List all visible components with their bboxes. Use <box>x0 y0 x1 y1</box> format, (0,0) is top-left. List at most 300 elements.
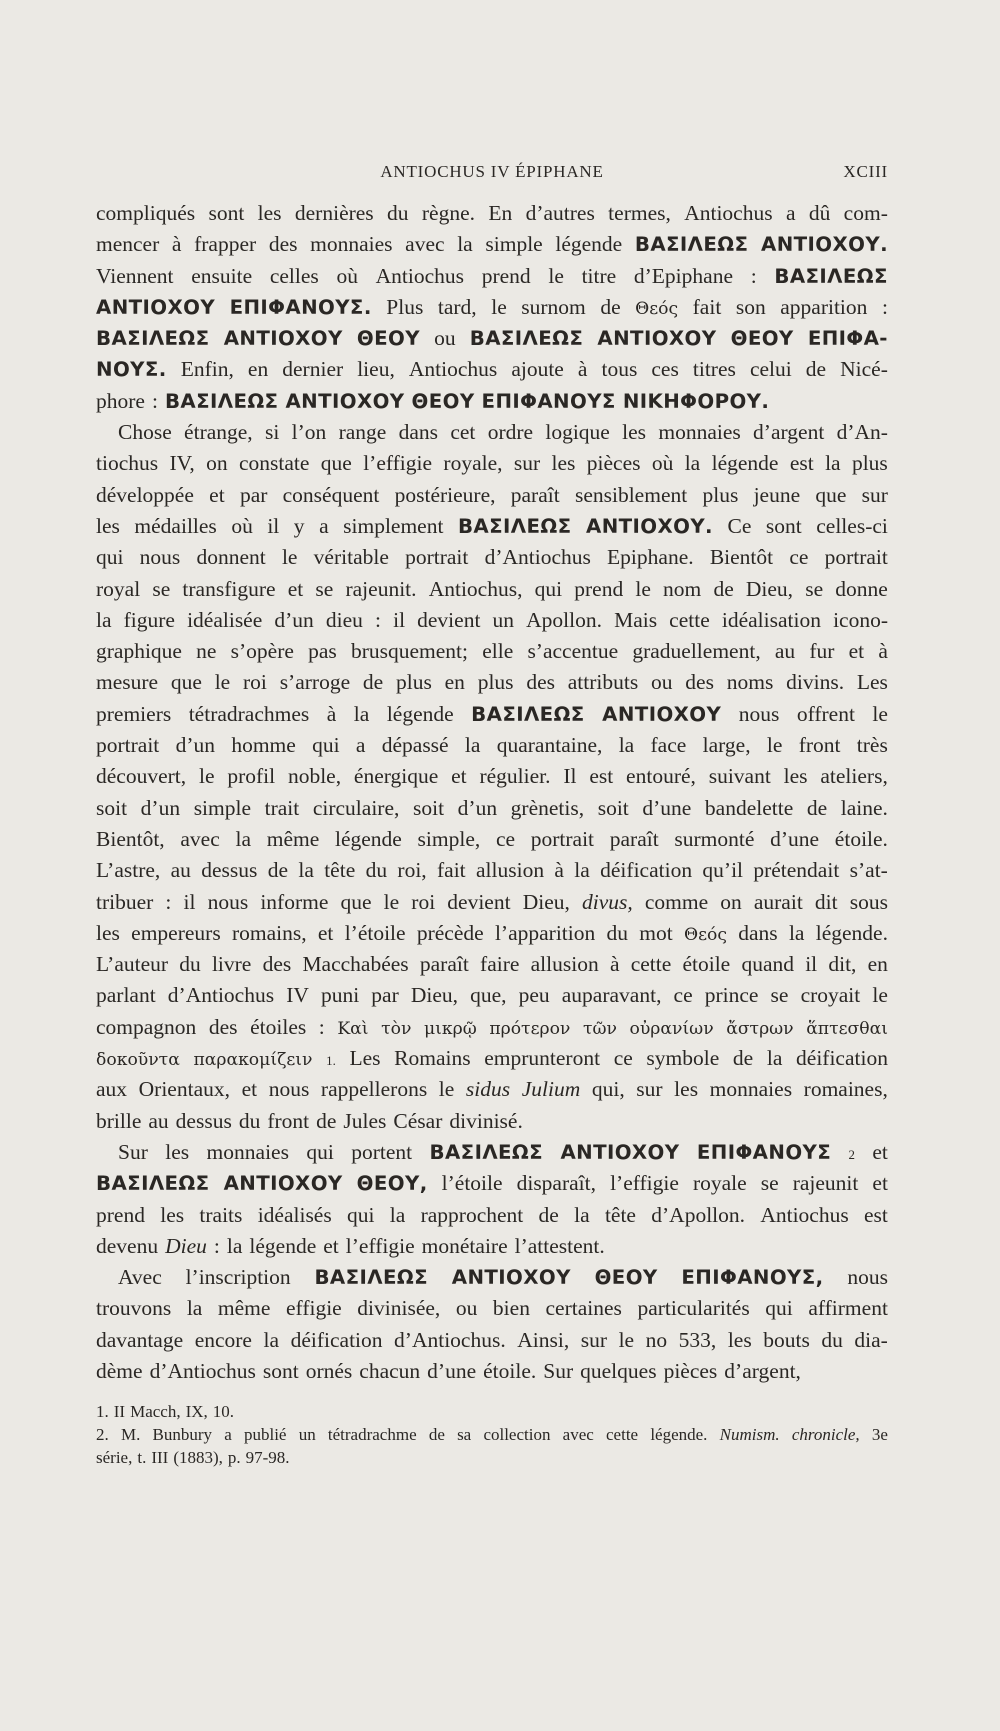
word: 3e <box>871 1425 888 1444</box>
word: l’attestent. <box>514 1233 605 1258</box>
word: fait <box>437 858 466 883</box>
word: il <box>183 889 196 914</box>
word: a <box>355 733 366 758</box>
word: véritable <box>313 545 389 570</box>
word: soit <box>96 795 128 820</box>
word: : <box>375 607 381 632</box>
word: brusquement; <box>350 639 469 664</box>
text-line: δοκοῦντα παρακομίζειν 1. Les Romains emprunteront ce symbole de la déification <box>96 1043 888 1074</box>
word: Macchabées <box>302 952 409 977</box>
word: symbole <box>646 1046 720 1071</box>
word: portent <box>351 1139 413 1164</box>
word: les <box>257 201 282 225</box>
word: d’argent <box>753 420 825 445</box>
word: premiers <box>96 701 172 726</box>
word: romains, <box>231 920 307 945</box>
word: d’une <box>427 1358 477 1383</box>
word: sidus <box>465 1077 511 1102</box>
word: 10. <box>212 1402 235 1421</box>
word: ΑΝΤΙΟΧΟΥ <box>285 389 405 413</box>
word: : <box>165 889 172 914</box>
word: le <box>214 670 231 695</box>
word: au <box>774 639 796 664</box>
word: et <box>287 576 304 601</box>
word: range <box>338 420 387 445</box>
word: qu’il <box>702 858 744 883</box>
word: nous <box>738 701 780 726</box>
word: prend <box>96 1202 145 1227</box>
word: rappellerons <box>320 1077 428 1102</box>
word: étoile <box>682 952 731 977</box>
text-line: Sur les monnaies qui portent ΒΑΣΙΛΕΩΣ ΑΝΤΙΟΧΟΥ ΕΠΙΦΑΝΟΥΣ 2 et <box>96 1137 888 1168</box>
word: de <box>806 795 828 820</box>
word: simplement <box>343 513 444 538</box>
word: légende <box>555 232 623 257</box>
word: l’étoile <box>344 920 406 945</box>
word: où <box>651 451 674 476</box>
word: ce <box>673 983 693 1008</box>
word: est <box>589 764 614 789</box>
word: s’accentue <box>527 639 619 664</box>
word: ΒΑΣΙΛΕΩΣ <box>96 327 210 351</box>
word: des <box>268 232 298 257</box>
word: chacun <box>359 1358 421 1383</box>
word: En <box>488 201 513 225</box>
word: trait <box>264 795 300 820</box>
word: sont <box>208 201 245 225</box>
word: qui <box>347 1202 375 1227</box>
word: divinisé. <box>449 1108 523 1133</box>
word: affirment <box>808 1296 888 1321</box>
word: d’une <box>770 826 820 851</box>
word: on <box>720 889 742 914</box>
word: y <box>293 513 305 538</box>
word: du <box>387 201 409 225</box>
word: devient <box>417 607 481 632</box>
text-line <box>96 542 888 573</box>
word: que <box>340 889 372 914</box>
word: nous <box>207 889 249 914</box>
word: d’Antiochus <box>484 545 591 570</box>
text-line <box>96 511 888 542</box>
word: et <box>848 639 865 664</box>
text-line <box>96 292 888 323</box>
word: Avec <box>118 1265 162 1290</box>
word: de <box>805 357 827 382</box>
word: et <box>872 1171 888 1196</box>
word: graduellement, <box>632 639 761 664</box>
word: L’astre, <box>96 858 161 883</box>
word: dernières <box>294 201 374 225</box>
word: μικρῷ <box>423 1018 477 1039</box>
word: τὸν <box>381 1018 412 1039</box>
word: Dieu, <box>410 983 459 1008</box>
word: étoile. <box>834 826 888 851</box>
word: est <box>863 1202 888 1227</box>
running-head <box>96 162 888 188</box>
word: sa <box>457 1425 472 1444</box>
word: déification <box>600 858 693 883</box>
text-line <box>96 1106 888 1137</box>
word: et <box>241 1077 258 1102</box>
word: no <box>645 1327 668 1352</box>
word: la <box>574 858 590 883</box>
word: ΕΠΙΦΑΝΟΥΣ <box>696 1140 832 1164</box>
word: ΒΑΣΙΛΕΩΣ <box>634 233 749 257</box>
word: a <box>319 513 329 538</box>
word: la <box>186 1296 203 1321</box>
word: du <box>606 920 629 945</box>
word: la <box>766 1046 783 1071</box>
word: d’Antiochus <box>167 983 275 1008</box>
word: Les <box>856 670 888 695</box>
word: lieu, <box>357 357 395 382</box>
footnotes <box>96 1400 888 1469</box>
word: Sur <box>543 1358 574 1383</box>
word: peu <box>518 983 550 1008</box>
word: ne <box>196 639 217 664</box>
word: d’argent, <box>724 1358 801 1383</box>
word: traits <box>199 1202 243 1227</box>
word: à <box>326 701 337 726</box>
word: roi, <box>397 858 427 883</box>
word: surmonté <box>674 826 755 851</box>
word: Bunbury <box>152 1425 213 1444</box>
word: bandelette <box>704 795 794 820</box>
word: pas <box>308 639 337 664</box>
word: effigie <box>286 1296 342 1321</box>
word: noms <box>726 670 774 695</box>
footnote-line <box>96 1446 888 1469</box>
word: ΒΑΣΙΛΕΩΣ <box>471 702 585 726</box>
word: portrait <box>405 545 469 570</box>
word: πρότερον <box>489 1018 571 1039</box>
word: : <box>881 294 888 319</box>
word: frapper <box>194 232 257 257</box>
word: large, <box>702 733 751 758</box>
word: suivant <box>708 764 771 789</box>
word: où <box>231 513 253 538</box>
word: cette <box>669 607 710 632</box>
word: p. <box>227 1448 241 1467</box>
word: Plus <box>386 294 424 319</box>
word: de <box>600 294 621 319</box>
word: les <box>622 420 647 445</box>
word: Sur <box>118 1139 148 1164</box>
word: royale <box>692 1171 747 1196</box>
word: l’apparition <box>494 920 596 945</box>
text-line <box>96 448 888 479</box>
word: d’Epiphane <box>633 263 733 288</box>
word: prétendait <box>753 858 840 883</box>
word: Θεός <box>684 924 727 945</box>
word: et <box>317 920 334 945</box>
word: Antiochus <box>408 357 498 382</box>
word: se <box>315 576 334 601</box>
word: sur <box>636 1077 663 1102</box>
word: nous <box>139 545 181 570</box>
word: que <box>170 670 202 695</box>
word: l’effigie <box>345 1233 415 1258</box>
word: d’Antiochus. <box>394 1327 506 1352</box>
word: le <box>872 701 888 726</box>
word: ΑΝΤΙΟΧΟΥ <box>560 1140 680 1164</box>
word: les <box>551 451 576 476</box>
word: de <box>538 1202 559 1227</box>
word: ΘΕΟΥ, <box>356 1172 428 1196</box>
word: tribuer <box>96 889 154 914</box>
word: logique <box>545 420 610 445</box>
word: Antiochus <box>375 263 465 288</box>
word: règne. <box>421 201 475 225</box>
word: Dieu, <box>745 576 794 601</box>
word: Il <box>563 764 577 789</box>
text-line <box>96 261 888 292</box>
word: d’un <box>457 795 498 820</box>
word: découvert, <box>96 764 187 789</box>
word: portrait <box>530 826 595 851</box>
word: du <box>821 1327 843 1352</box>
word: ΘΕΟΥ <box>356 327 420 351</box>
text-line <box>96 1293 888 1324</box>
word: en <box>867 952 888 977</box>
word: ΕΠΙΦΑΝΟΥΣ. <box>229 295 372 319</box>
word: aurait <box>753 889 803 914</box>
word: étrange, <box>184 420 253 445</box>
word: plus <box>702 482 739 507</box>
word: cet <box>450 420 476 445</box>
word: la <box>389 1202 406 1227</box>
word: qui <box>312 733 340 758</box>
word: dans <box>738 920 778 945</box>
text-line <box>96 417 888 448</box>
word: de <box>267 858 289 883</box>
word: faire <box>480 952 520 977</box>
word: sous <box>849 889 888 914</box>
word: s’arroge <box>279 670 351 695</box>
word: qui, <box>591 1077 625 1102</box>
word: titre <box>581 263 617 288</box>
word: dème <box>96 1358 143 1383</box>
word: idéalisation <box>721 607 821 632</box>
word: dieu <box>325 607 363 632</box>
word: de <box>713 576 734 601</box>
word: com- <box>843 201 888 225</box>
word: de <box>316 1108 337 1133</box>
word: transfigure <box>182 576 276 601</box>
word: les <box>96 920 120 945</box>
word: prend <box>574 576 624 601</box>
word: la <box>457 232 473 257</box>
word: Θεός <box>635 298 679 319</box>
text-line <box>96 667 888 698</box>
word: Epiphane. <box>607 545 694 570</box>
word: ateliers, <box>820 764 888 789</box>
word: Bientôt, <box>96 826 165 851</box>
word: parlant <box>96 983 156 1008</box>
word: dépassé <box>381 733 449 758</box>
word: ce <box>613 1046 633 1071</box>
word: a <box>785 201 796 225</box>
word: il <box>805 952 818 977</box>
word: s’opère <box>230 639 294 664</box>
word: figure <box>123 607 175 632</box>
text-line <box>96 887 888 918</box>
word: mencer <box>96 232 160 257</box>
word: prend <box>481 263 531 288</box>
text-line <box>96 229 888 260</box>
word: Viennent <box>96 263 174 288</box>
word: sensiblement <box>574 482 688 507</box>
word: collection <box>483 1425 551 1444</box>
word: Antiochus, <box>428 576 523 601</box>
word: puni <box>320 983 360 1008</box>
word: et <box>323 1233 339 1258</box>
word: Apollon. <box>526 607 602 632</box>
word: le <box>872 983 888 1008</box>
word: celui <box>749 357 792 382</box>
word: l’étoile <box>441 1171 503 1196</box>
word: encore <box>194 1327 252 1352</box>
word: certaines <box>545 1296 622 1321</box>
word: tête <box>324 858 356 883</box>
word: légende <box>249 1233 317 1258</box>
word: plus <box>395 670 432 695</box>
word: Ainsi, <box>517 1327 570 1352</box>
page-number: XCIII <box>843 162 888 181</box>
text-line <box>96 354 888 385</box>
word: la <box>235 826 252 851</box>
word: ΑΝΤΙΟΧΟΥ <box>223 327 343 351</box>
word: croyait <box>800 983 861 1008</box>
word: les <box>783 764 808 789</box>
word: ensuite <box>191 263 253 288</box>
word: avec <box>405 232 445 257</box>
word: son <box>735 294 766 319</box>
word: se <box>760 1171 779 1196</box>
word: qui <box>306 1139 334 1164</box>
word: la <box>263 1327 280 1352</box>
word: celles-ci <box>816 513 888 538</box>
word: IV, <box>169 451 195 476</box>
word: roi <box>243 670 267 695</box>
word: quarantaine, <box>496 733 603 758</box>
word: ornés <box>305 1358 353 1383</box>
word: sont <box>262 1358 299 1383</box>
word: Dieu <box>165 1233 207 1258</box>
word: d’un <box>274 607 314 632</box>
word: ΘΕΟΥ <box>730 327 794 351</box>
word: emprunteront <box>484 1046 601 1071</box>
word: sur <box>861 482 888 507</box>
word: du <box>365 858 388 883</box>
word: énergique <box>353 764 439 789</box>
word: pièces <box>586 451 641 476</box>
word: à <box>554 858 564 883</box>
word: ΒΑΣΙΛΕΩΣ <box>96 1172 210 1196</box>
word: ΝΙΚΗΦΟΡΟΥ. <box>622 389 770 413</box>
word: titres <box>692 357 736 382</box>
word: conséquent <box>282 482 380 507</box>
word: devenu <box>96 1233 159 1258</box>
word: 533, <box>678 1327 717 1352</box>
word: l’on <box>291 420 327 445</box>
word: si <box>264 420 280 445</box>
word: d’un <box>175 733 216 758</box>
word: quand <box>741 952 794 977</box>
text-line <box>96 761 888 792</box>
word: est <box>789 451 814 476</box>
word: Jules <box>343 1108 387 1133</box>
word: ΒΑΣΙΛΕΩΣ <box>457 514 572 538</box>
word: grènetis, <box>510 795 585 820</box>
word: d’Antiochus <box>149 1358 256 1383</box>
word: de <box>732 1046 754 1071</box>
word: Macch, <box>130 1402 181 1421</box>
word: d’un <box>140 795 181 820</box>
word: Orientaux, <box>138 1077 230 1102</box>
word: le <box>383 889 400 914</box>
word: disparaît, <box>516 1171 597 1196</box>
word: le <box>491 294 507 319</box>
word: IX, <box>185 1402 208 1421</box>
word: à <box>577 357 588 382</box>
word: nous <box>847 1265 888 1290</box>
word: qui <box>96 545 124 570</box>
word: un <box>492 607 515 632</box>
word: le <box>618 1327 635 1352</box>
text-line <box>96 480 888 511</box>
word: dessus <box>175 1108 232 1133</box>
word: ΕΠΙΦΑΝΟΥΣ, <box>681 1266 824 1290</box>
word: qui <box>765 1296 793 1321</box>
word: légende <box>711 451 779 476</box>
word: icono- <box>833 607 888 632</box>
word: même <box>266 826 320 851</box>
word: ΑΝΤΙΟΧΟΥ <box>597 327 717 351</box>
word: chronicle, <box>791 1425 860 1444</box>
word: dessus <box>201 858 258 883</box>
word: la <box>353 701 370 726</box>
word: ΒΑΣΙΛΕΩΣ <box>469 327 584 351</box>
text-line <box>96 574 888 605</box>
word: ΑΝΤΙΟΧΟΥ. <box>586 514 713 538</box>
word: termes, <box>608 201 671 225</box>
word: : <box>213 1233 220 1258</box>
word: surnom <box>521 294 586 319</box>
word: donnent <box>196 545 266 570</box>
body-text <box>96 198 888 1387</box>
word: rajeunit <box>792 1171 859 1196</box>
word: ΑΝΤΙΟΧΟΥ <box>223 1172 343 1196</box>
text-line <box>96 1168 888 1199</box>
word: noble, <box>287 764 342 789</box>
word: que <box>815 482 847 507</box>
word: sur <box>580 1327 608 1352</box>
word: portrait <box>96 733 160 758</box>
word: ordre <box>487 420 534 445</box>
word: du <box>238 1108 261 1133</box>
word: la <box>788 920 805 945</box>
word: romaines, <box>803 1077 888 1102</box>
word: médailles <box>134 513 217 538</box>
word: et <box>872 1139 888 1164</box>
text-line <box>96 824 888 855</box>
word: graphique <box>96 639 182 664</box>
word: qui <box>534 576 563 601</box>
word: dit <box>814 889 838 914</box>
word: ἄστρων <box>726 1018 794 1039</box>
